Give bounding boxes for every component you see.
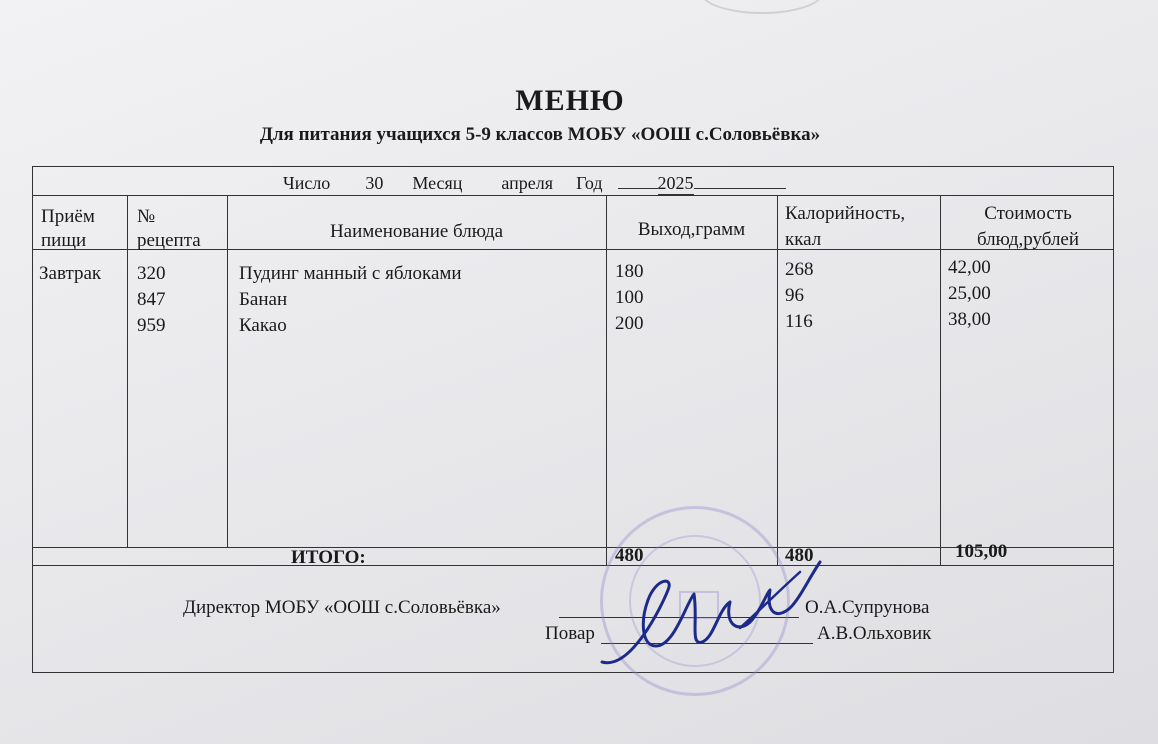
page-shadow <box>700 0 824 14</box>
recipe-cell: 959 <box>137 315 166 336</box>
col-divider-5 <box>940 195 941 565</box>
yield-cell: 200 <box>615 313 644 334</box>
dish-cell: Пудинг манный с яблоками <box>239 263 462 284</box>
year-underline-tail <box>694 188 786 189</box>
month-value: апреля <box>501 173 554 193</box>
day-label: Число <box>283 173 331 193</box>
calories-column <box>785 257 814 335</box>
total-cost: 105,00 <box>955 541 1008 562</box>
cost-cell: 42,00 <box>948 257 991 278</box>
header-calories: Калорийность, ккал <box>785 203 906 250</box>
row-divider-date <box>33 195 1113 196</box>
menu-table <box>32 166 1114 673</box>
director-name: О.А.Супрунова <box>805 597 930 618</box>
cost-cell: 25,00 <box>948 283 991 304</box>
col-divider-4 <box>777 195 778 565</box>
header-recipe: № рецепта <box>137 206 201 251</box>
cook-name: А.В.Ольховик <box>817 623 932 644</box>
calories-cell: 268 <box>785 259 814 280</box>
cost-column <box>948 255 991 333</box>
page-subtitle: Для питания учащихся 5-9 классов МОБУ «ООШ с.Соловьёвка» <box>259 124 821 145</box>
month-label: Месяц <box>412 173 463 193</box>
recipe-cell: 320 <box>137 263 166 284</box>
header-meal: Приём пищи <box>41 206 95 251</box>
year-value: 2025 <box>657 173 694 193</box>
cook-label: Повар <box>545 623 595 644</box>
header-yield: Выход,грамм <box>637 219 746 240</box>
row-divider-body <box>33 547 1113 548</box>
director-label: Директор МОБУ «ООШ с.Соловьёвка» <box>183 597 501 618</box>
handwritten-signature <box>590 550 830 680</box>
col-divider-3 <box>606 195 607 565</box>
recipe-cell: 847 <box>137 289 166 310</box>
dish-cell: Какао <box>239 315 287 336</box>
total-label: ИТОГО: <box>291 547 366 568</box>
calories-cell: 116 <box>785 311 813 332</box>
recipe-column <box>137 261 166 339</box>
total-calories: 480 <box>785 545 814 566</box>
date-row <box>283 173 786 195</box>
day-value: 30 <box>365 173 384 193</box>
row-divider-total <box>33 565 1113 566</box>
dish-column <box>239 261 462 339</box>
year-underline <box>618 188 658 189</box>
col-divider-1 <box>127 195 128 547</box>
meal-name: Завтрак <box>39 263 102 284</box>
total-yield: 480 <box>615 545 644 566</box>
cost-cell: 38,00 <box>948 309 991 330</box>
col-divider-2 <box>227 195 228 547</box>
dish-cell: Банан <box>239 289 288 310</box>
yield-cell: 100 <box>615 287 644 308</box>
year-label: Год <box>576 173 603 193</box>
header-dish: Наименование блюда <box>329 221 504 242</box>
yield-cell: 180 <box>615 261 644 282</box>
header-cost: Стоимость блюд,рублей <box>976 203 1080 250</box>
page-title: МЕНЮ <box>515 84 625 117</box>
yield-column <box>615 259 644 337</box>
calories-cell: 96 <box>785 285 804 306</box>
